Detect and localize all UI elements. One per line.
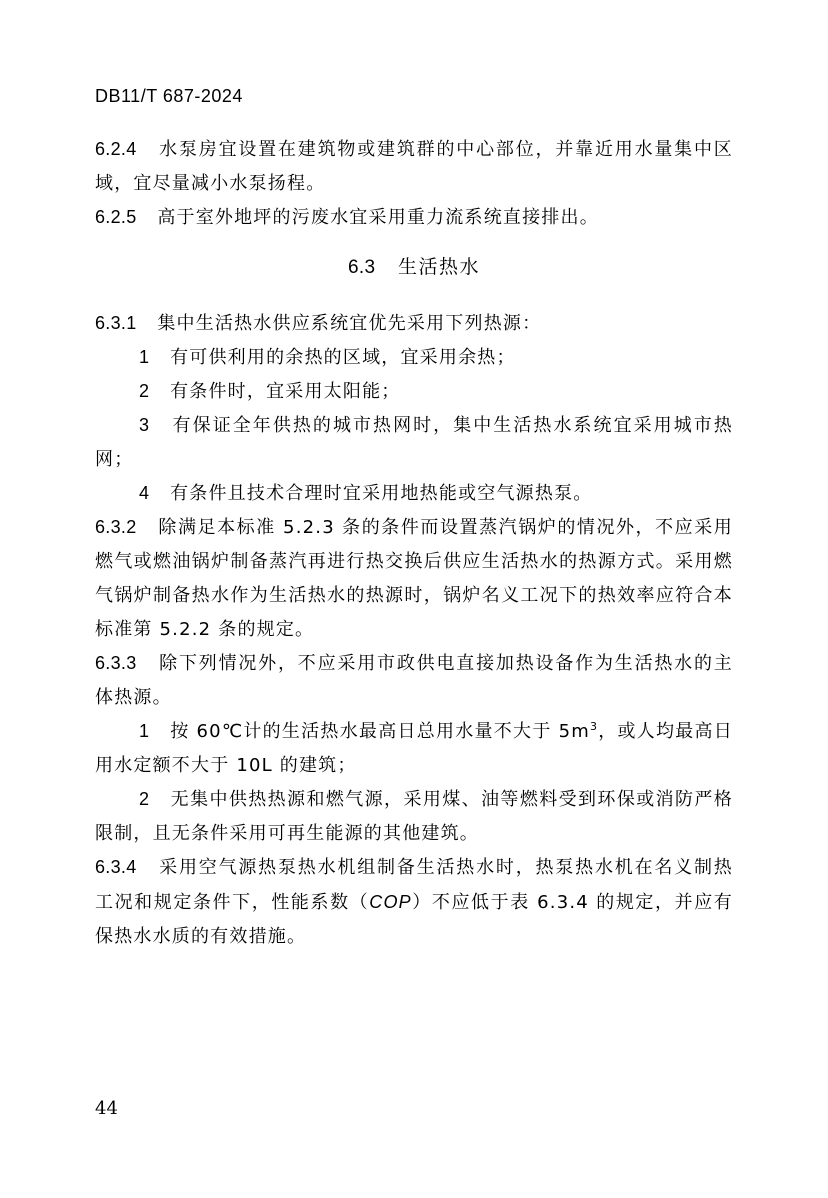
- item-number: 2: [139, 381, 150, 401]
- section-heading: [0, 252, 828, 279]
- page-number: 44: [95, 1098, 118, 1119]
- list-item: [95, 714, 733, 783]
- list-item: [95, 408, 733, 477]
- document-id: DB11/T 687-2024: [95, 86, 243, 106]
- clause-text-continued: ）不应低于表 6.3.4 的规定，并应有保热水水质的有效措施。: [95, 892, 733, 947]
- clause-6-3-4: [95, 850, 733, 954]
- clause-6-3-1: [95, 306, 733, 341]
- clause-6-3-3: [95, 646, 733, 715]
- list-item: [95, 782, 733, 851]
- clause-number: 6.2.5: [95, 207, 137, 227]
- item-text: 有可供利用的余热的区域，宜采用余热；: [170, 347, 516, 368]
- item-number: 1: [139, 347, 150, 367]
- list-item: [95, 476, 733, 511]
- clause-text: 除满足本标准 5.2.3 条的条件而设置蒸汽锅炉的情况外，不应采用燃气或燃油锅炉制备蒸汽再进行热交换后供应生活热水的热源方式。采用燃气锅炉制备热水作为生活热水的热源时，锅炉名义工况下的热效率应符合本标准第 5.2.2 条的规定。: [95, 517, 734, 640]
- cop-term: COP: [369, 892, 412, 912]
- item-text: 按 60℃计的生活热水最高日总用水量不大于 5m: [170, 721, 590, 742]
- clause-number: 6.3.2: [95, 517, 137, 537]
- clause-number: 6.3.3: [95, 653, 137, 673]
- item-number: 3: [139, 415, 150, 435]
- clause-6-3-2: [95, 510, 733, 647]
- item-number: 2: [139, 789, 150, 809]
- item-text: 无集中供热热源和燃气源，采用煤、油等燃料受到环保或消防严格限制，且无条件采用可再生能源的其他建筑。: [95, 789, 734, 844]
- clause-6-2-5: [95, 200, 733, 235]
- clause-number: 6.3.1: [95, 313, 137, 333]
- section-title: 生活热水: [397, 256, 480, 278]
- clause-text: 除下列情况外，不应采用市政供电直接加热设备作为生活热水的主体热源。: [95, 653, 733, 708]
- item-text: 有条件且技术合理时宜采用地热能或空气源热泵。: [170, 483, 593, 504]
- clause-text: 集中生活热水供应系统宜优先采用下列热源：: [157, 313, 542, 334]
- clause-number: 6.3.4: [95, 857, 137, 877]
- item-number: 1: [139, 721, 150, 741]
- list-item: [95, 340, 733, 375]
- item-number: 4: [139, 483, 150, 503]
- clause-6-2-4: [95, 132, 733, 201]
- item-text: 有条件时，宜采用太阳能；: [170, 381, 401, 402]
- clause-text: 水泵房宜设置在建筑物或建筑群的中心部位，并靠近用水量集中区域，宜尽量减小水泵扬程。: [95, 139, 733, 194]
- list-item: [95, 374, 733, 409]
- item-text: 有保证全年供热的城市热网时，集中生活热水系统宜采用城市热网；: [95, 415, 733, 470]
- clause-text: 采用空气源热泵热水机组制备生活热水时，热泵热水机在名义制热工况和规定条件下，性能系数（: [95, 857, 733, 913]
- section-number: 6.3: [348, 257, 376, 278]
- superscript: 3: [589, 720, 599, 733]
- clause-text: 高于室外地坪的污废水宜采用重力流系统直接排出。: [157, 207, 599, 228]
- item-text-continued: ，或人均最高日用水定额不大于 10L 的建筑；: [95, 721, 733, 776]
- clause-number: 6.2.4: [95, 139, 137, 159]
